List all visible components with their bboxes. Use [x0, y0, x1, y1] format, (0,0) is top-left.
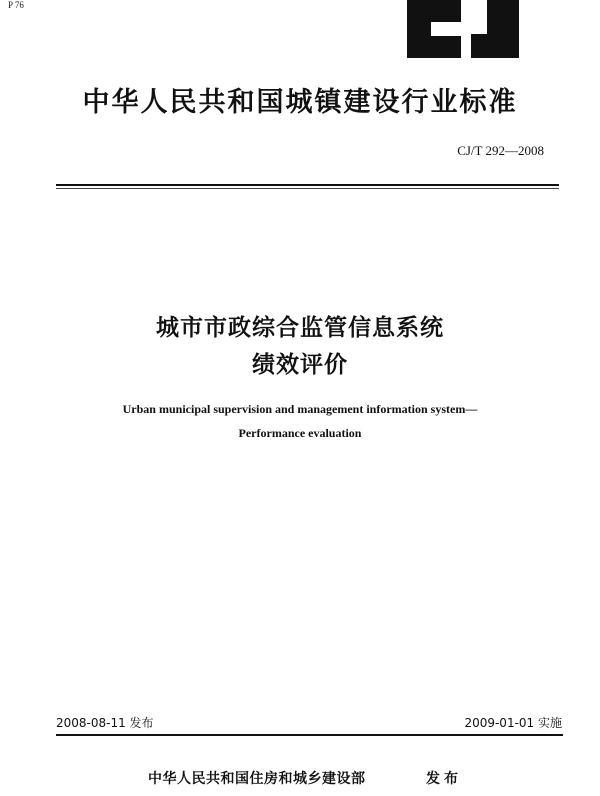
industry-standard-title: 中华人民共和国城镇建设行业标准	[82, 87, 518, 118]
publisher-name: 中华人民共和国住房和城乡建设部	[148, 771, 366, 787]
standard-number: CJ/T 292—2008	[457, 143, 544, 158]
english-title-line-2: Performance evaluation	[238, 426, 362, 440]
chinese-title-line-1: 城市市政综合监管信息系统	[156, 315, 444, 341]
header-divider	[56, 184, 559, 186]
cj-standard-logo	[403, 0, 528, 58]
chinese-title-line-2: 绩效评价	[252, 352, 348, 378]
issue-date: 2008-08-11 发布	[56, 716, 154, 730]
header-divider-thin	[56, 188, 559, 189]
english-title-line-1: Urban municipal supervision and management information system—	[122, 402, 478, 416]
classification-code: P 76	[8, 0, 24, 10]
footer-divider	[56, 734, 563, 736]
implementation-date: 2009-01-01 实施	[464, 716, 562, 730]
publish-label: 发布	[426, 771, 462, 787]
